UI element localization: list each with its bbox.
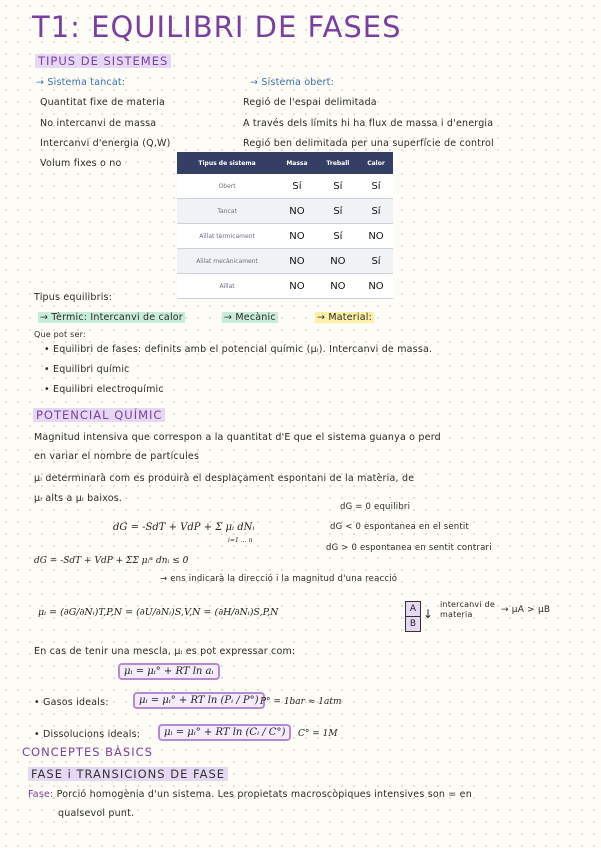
table-header: Tipus de sistema [177, 152, 277, 174]
table-cell: NO [277, 224, 317, 249]
table-row [177, 224, 393, 249]
direction-note: → ens indicarà la direcció i la magnitud d'una reacció [160, 574, 398, 584]
table-cell: Sí [317, 174, 359, 199]
tancat-label: → Sistema tancat: [36, 77, 126, 88]
table-cell: NO [359, 224, 393, 249]
table-cell: Sí [317, 199, 359, 224]
table-row [177, 174, 393, 199]
fase-definition-cont: qualsevol punt. [58, 808, 135, 819]
potencial-paragraph: μᵢ alts a μᵢ baixos. [34, 493, 123, 504]
table-row [177, 274, 393, 299]
table-cell: Sí [277, 174, 317, 199]
table-cell: NO [317, 249, 359, 274]
table-header-row [177, 152, 393, 174]
intercanvi-note: intercanvi de materia [440, 600, 495, 619]
phase-b-label: B [406, 617, 420, 631]
table-cell: Sí [359, 174, 393, 199]
ideal-solution-equation: μᵢ = μᵢ° + RT ln (Cᵢ / C°) [158, 724, 291, 741]
standard-concentration: C° = 1M [298, 729, 338, 739]
obert-line: Regió ben delimitada per una superfície de control [243, 138, 494, 149]
phase-ab-diagram [405, 601, 421, 632]
table-cell: Aïllat mecànicament [177, 249, 277, 274]
table-cell: Aïllat tèrmicament [177, 224, 277, 249]
equilibri-item: • Equilibri electroquímic [44, 384, 164, 395]
mecanic-line: → Mecànic [224, 312, 276, 323]
tancat-line: No intercanvi de massa [40, 118, 157, 129]
section-heading-conceptes: CONCEPTES BÀSICS [22, 745, 153, 759]
gibbs-equation: dG = -SdT + VdP + Σ μᵢ dNᵢ [113, 522, 255, 533]
potencial-paragraph: en variar el nombre de partícules [34, 451, 200, 462]
table-cell: NO [277, 199, 317, 224]
condition-line: dG = 0 equilibri [340, 502, 411, 512]
table-header: Calor [359, 152, 393, 174]
equilibri-item: • Equilibri de fases: definits amb el potencial químic (μᵢ). Intercanvi de massa. [44, 344, 433, 355]
condition-line: dG > 0 espontanea en sentit contrari [326, 543, 492, 553]
dissolucions-label: • Dissolucions ideals: [34, 729, 141, 740]
fase-definition: Fase: Porció homogènia d'un sistema. Les propietats macroscòpiques intensives son = en [28, 789, 472, 800]
table-cell: Aïllat [177, 274, 277, 299]
tancat-line: Quantitat fixe de materia [40, 97, 166, 108]
table-header: Massa [277, 152, 317, 174]
table-cell: Obert [177, 174, 277, 199]
phase-a-label: A [406, 602, 420, 617]
mescla-line: En cas de tenir una mescla, μᵢ es pot expressar com: [34, 646, 296, 657]
table-cell: Sí [317, 224, 359, 249]
table-header: Treball [317, 152, 359, 174]
table-cell: Sí [359, 249, 393, 274]
mixture-equation: μᵢ = μᵢ° + RT ln aᵢ [118, 663, 220, 680]
equilibri-item: • Equilibri químic [44, 364, 130, 375]
systems-table [177, 152, 393, 299]
section-subheading-fase: FASE i TRANSICIONS DE FASE [28, 767, 228, 781]
table-cell: Tancat [177, 199, 277, 224]
material-line: → Material: [317, 312, 372, 323]
section-heading-potencial: POTENCIAL QUÍMIC [33, 408, 165, 422]
table-cell: NO [317, 274, 359, 299]
gibbs-equation-phases: dG = -SdT + VdP + ΣΣ μᵢᵅ dnᵢ ≤ 0 [34, 556, 189, 566]
standard-pressure: P° = 1bar ≈ 1atm [260, 697, 342, 707]
gasos-label: • Gasos ideals: [34, 697, 109, 708]
potencial-paragraph: μᵢ determinarà com es produirà el desplaçament espontani de la matèria, de [34, 473, 415, 484]
table-cell: NO [277, 249, 317, 274]
obert-label: → Sistema obert: [250, 77, 334, 88]
down-arrow-icon: ↓ [423, 607, 434, 621]
sum-limits: i=1 … n [228, 537, 253, 544]
condition-line: dG < 0 espontanea en el sentit [330, 522, 470, 532]
table-cell: Sí [359, 199, 393, 224]
tancat-line: Intercanvi d'energia (Q,W) [40, 138, 171, 149]
mu-comparison: → μA > μB [501, 605, 551, 615]
table-row [177, 199, 393, 224]
equilibris-label: Tipus equilibris: [34, 292, 113, 303]
tancat-line: Volum fixes o no [40, 158, 122, 169]
table-cell: NO [359, 274, 393, 299]
obert-line: A través dels límits hi ha flux de massa i d'energia [243, 118, 494, 129]
termic-line: → Tèrmic: Intercanvi de calor [40, 312, 183, 323]
potencial-paragraph: Magnitud intensiva que correspon a la quantitat d'E que el sistema guanya o perd [34, 432, 441, 443]
table-cell: NO [277, 274, 317, 299]
page-title: T1: EQUILIBRI DE FASES [32, 10, 402, 44]
table-row [177, 249, 393, 274]
ideal-gas-equation: μᵢ = μᵢ° + RT ln (Pᵢ / P°) [133, 692, 265, 709]
obert-line: Regió de l'espai delimitada [243, 97, 377, 108]
chemical-potential-definition: μᵢ = (∂G/∂Nᵢ)T,P,N = (∂U/∂Nᵢ)S,V,N = (∂H/∂Nᵢ)S,P,N [38, 607, 279, 618]
pot-ser-label: Que pot ser: [34, 330, 86, 339]
section-heading-tipus: TIPUS DE SISTEMES [35, 54, 171, 68]
